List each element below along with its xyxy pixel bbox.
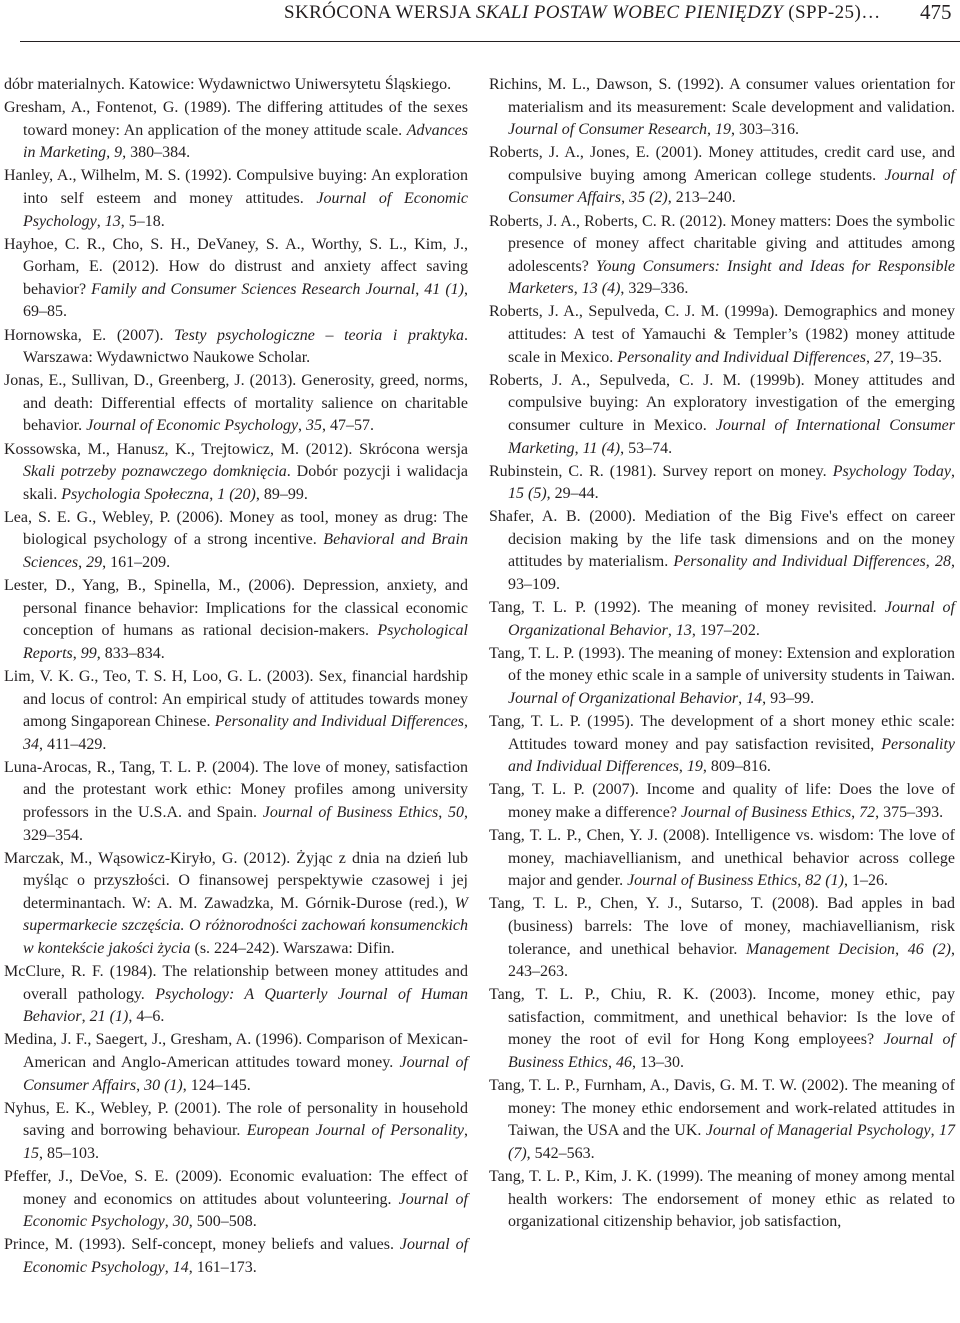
header-rule [20,41,960,42]
reference-text-part: Roberts, J. A., Jones, E. (2001). Money attitudes, credit card use, and compulsive buying among American college students. [489,144,955,184]
reference-text-part: Marczak, M., Wąsowicz-Kiryło, G. (2012). Żyjąc z dnia na dzień lub myśląc o przyszłości. O finansowej perspektywie czasowej i jej determinantach. W: A. M. Zawadzka, M. Górnik-Durose (red.), [4,849,468,912]
reference-italic-part: 41 (1) [424,280,464,298]
reference-text-part: , [298,417,307,435]
reference-text-part: , [209,485,218,503]
reference-text-part: , [895,940,908,958]
reference-text-part: (s. 224–242). Warszawa: Difin. [190,940,395,958]
reference-italic-part: 28 [935,553,952,571]
reference-text-part: Roberts, J. A., Sepulveda, C. J. M. (1999b). Money attitudes and compulsive buying: An exploratory investigation of the emerging consumer culture in Mexico. [489,371,955,434]
reference-text-part: Nyhus, E. K., Webley, P. (2001). The role of personality in household saving and borrowing behaviour. [4,1099,468,1140]
reference-text-part: , 213–240. [667,189,736,207]
reference-italic-part: 15 (5) [508,485,547,503]
reference-text-part: , [164,1213,173,1231]
reference-italic-part: 46 [616,1054,632,1072]
reference-text-part: , [573,280,582,298]
reference-text-part: , [136,1076,145,1094]
reference-italic-part: 29 [86,553,103,571]
reference-italic-part: Psychological Reports [23,622,468,662]
reference-italic-part: Personality and Individual Differences [673,553,926,571]
reference-entry [4,666,468,756]
reference-italic-part: Journal of Managerial Psychology [705,1122,931,1140]
reference-italic-part: Behavioral and Brain Sciences [23,531,468,571]
reference-text-part: , [574,439,583,457]
reference-italic-part: Journal of Consumer Affairs [23,1054,468,1094]
reference-italic-part: Psychology: A Quarterly Journal of Human Behavior [23,985,469,1026]
reference-text-part: , 375–393. [875,804,944,821]
references-left-column [4,74,468,1280]
reference-text-part: , [930,1122,940,1140]
reference-italic-part: Psychology Today [832,462,952,480]
reference-text-part: Hanley, A., Wilhelm, M. S. (1992). Compulsive buying: An exploration into self esteem and money attitudes. [4,167,468,207]
reference-entry [489,825,955,893]
reference-italic-part: 35 (2) [629,189,668,207]
reference-text-part: , [667,621,676,639]
reference-italic-part: Journal of Business Ethics [680,804,852,821]
reference-entry [489,779,955,824]
reference-italic-part: 21 (1) [89,1008,129,1026]
reference-text-part: , [951,462,956,480]
reference-text-part: , [797,872,806,890]
reference-italic-part: Journal of Economic Psychology [23,189,468,230]
reference-text-part: Hornowska, E. (2007). [4,326,175,344]
reference-entry [489,461,955,506]
reference-text-part: , 833–834. [96,644,165,662]
reference-text-part: , [738,690,747,708]
reference-italic-part: 72 [859,804,876,821]
reference-italic-part: Journal of Organizational Behavior [508,599,955,639]
reference-text-part: , [621,189,630,207]
reference-entry [489,370,955,460]
reference-text-part: , [81,1008,90,1026]
reference-text-part: , 809–816. [702,758,771,776]
reference-text-part: , 161–173. [188,1258,257,1276]
reference-italic-part: Young Consumers: Insight and Ideas for Responsible Marketers [508,257,956,298]
reference-text-part: , 93–109. [508,553,956,594]
reference-entry [4,1098,468,1166]
reference-text-part: McClure, R. F. (1984). The relationship between money attitudes and overall pathology. [4,963,468,1003]
reference-italic-part: 14 [746,690,763,708]
reference-text-part: Kossowska, M., Hanusz, K., Trejtowicz, M. (2012). Skrócona wersja [4,440,468,458]
reference-italic-part: 13 [675,621,692,639]
reference-italic-part: 13 (4) [581,280,621,298]
reference-entry [489,211,955,301]
reference-italic-part: 11 (4) [582,439,621,457]
reference-italic-part: 82 (1) [805,872,844,890]
reference-text-part: , 1–26. [843,872,888,890]
reference-text-part: , [851,804,860,821]
reference-entry [489,597,955,642]
reference-italic-part: Journal of Economic Psychology [86,417,299,435]
reference-text-part: Lester, D., Yang, B., Spinella, M., (2006). Depression, anxiety, and personal finance behavior: Implications for the classical economic conception of humans as rational decision-makers. [4,577,468,640]
reference-text-part: , 4–6. [128,1008,165,1026]
reference-italic-part: Personality and Individual Differences [617,348,866,366]
reference-italic-part: 50 [448,804,464,821]
reference-italic-part: Journal of Organizational Behavior [508,690,739,708]
reference-text-part: Medina, J. F., Saegert, J., Gresham, A. (1996). Comparison of Mexican-American and Anglo-American attitudes toward money. [4,1031,468,1072]
reference-italic-part: Journal of Economic Psychology [23,1236,469,1276]
reference-entry [4,370,468,438]
reference-text-part: Roberts, J. A., Sepulveda, C. J. M. (1999a). Demographics and money attitudes: A test of Yamauchi & Templer’s (1982) money attitude scale in Mexico. [489,303,955,366]
reference-entry [4,757,468,847]
reference-text-part: , 303–316. [730,121,799,139]
reference-entry [4,234,468,324]
running-header [0,0,960,40]
reference-italic-part: Personality and Individual Differences [214,713,464,731]
running-title-roman: SKRÓCONA WERSJA [284,2,476,23]
reference-text-part: Tang, T. L. P. (2007). Income and quality of life: Does the love of money make a difference? [489,781,955,821]
reference-entry [4,74,468,97]
reference-italic-part: Journal of Business Ethics [262,804,439,821]
reference-text-part: , 5–18. [120,212,165,230]
reference-italic-part: 34 [23,735,39,753]
reference-entry [4,165,468,233]
reference-italic-part: Testy psychologiczne – teoria i praktyka [174,326,464,344]
reference-text-part: , 542–563. [526,1144,595,1162]
reference-text-part: , 197–202. [691,621,760,639]
reference-text-part: Tang, T. L. P., Chiu, R. K. (2003). Income, money ethic, pay satisfaction, commitment, and unethical behavior: Is the love of money the root of evil for Hong Kong employees? [489,986,955,1049]
running-title-suffix: (SPP-25)… [783,2,881,23]
reference-text-part: , [464,713,468,731]
reference-entry [489,142,955,210]
reference-entry [4,961,468,1029]
reference-italic-part: Journal of Consumer Research [508,121,707,139]
reference-entry [4,97,468,165]
reference-italic-part: 15 [23,1144,39,1162]
reference-text-part: , 47–57. [322,417,375,435]
reference-italic-part: 1 (20) [217,485,256,503]
reference-text-part: Luna-Arocas, R., Tang, T. L. P. (2004). The love of money, satisfaction and the protestant work ethic: Money profiles among university professors in the U.S.A. and Spain. [4,758,468,821]
reference-text-part: Gresham, A., Fontenot, G. (1989). The differing attitudes of the sexes toward money: An application of the money attitude scale. [4,99,468,139]
reference-text-part: Tang, T. L. P. (1993). The meaning of money: Extension and exploration of the money ethic scale in a sample of university students in Taiwan. [489,644,955,685]
reference-italic-part: 46 (2) [907,940,951,958]
reference-entry [489,506,955,596]
reference-text-part: , 500–508. [188,1213,257,1231]
reference-text-part: , [678,758,687,776]
reference-text-part: , [608,1054,616,1072]
reference-text-part: Hayhoe, C. R., Cho, S. H., DeVaney, S. A., Worthy, S. L., Kim, J., Gorham, E. (2012). How do distrust and anxiety affect saving behavior? [4,235,468,298]
reference-entry [489,1075,955,1165]
reference-text-part: , [72,644,81,662]
reference-entry [489,643,955,711]
reference-text-part: , 69–85. [23,280,468,321]
reference-text-part: , [78,553,87,571]
reference-entry [4,1029,468,1097]
reference-text-part: , [415,280,425,298]
reference-entry [4,439,468,507]
reference-entry [4,848,468,961]
reference-text-part: . Dobór pozycji i walidacja skali. [23,463,469,503]
page-number: 475 [920,0,952,24]
reference-italic-part: 30 (1) [144,1076,183,1094]
reference-text-part: Tang, T. L. P., Chen, Y. J. (2008). Intelligence vs. wisdom: The love of money, machiavellianism, and unethical behavior across college major and gender. [489,827,955,890]
reference-entry [4,575,468,665]
reference-italic-part: 99 [80,644,97,662]
reference-text-part: Rubinstein, C. R. (1981). Survey report on money. [489,462,833,480]
reference-italic-part: Family and Consumer Sciences Research Journal [91,280,416,298]
reference-entry [489,1166,955,1234]
reference-italic-part: 17 (7) [508,1122,956,1162]
reference-italic-part: Journal of Business Ethics [627,872,798,890]
reference-text-part: Roberts, J. A., Roberts, C. R. (2012). Money matters: Does the symbolic presence of money affect charitable giving and attitudes among adolescents? [489,212,955,275]
reference-italic-part: Personality and Individual Differences [508,735,955,776]
reference-text-part: , 329–354. [23,804,468,844]
reference-text-part: , 13–30. [632,1054,684,1072]
reference-entry [4,1234,468,1279]
reference-italic-part: Management Decision [746,940,896,958]
reference-italic-part: Skali potrzeby poznawczego domknięcia [23,463,287,481]
reference-entry [489,984,955,1074]
reference-text-part: Tang, T. L. P., Chen, Y. J., Sutarso, T. (2008). Bad apples in bad (business) barrels: The love of money, machiavellianism, risk tolerance, and unethical behavior. [489,895,955,958]
reference-italic-part: Journal of Economic Psychology [23,1190,468,1231]
reference-italic-part: Journal of International Consumer Marketing [508,416,956,457]
reference-text-part: , 243–263. [508,940,955,981]
reference-text-part: Tang, T. L. P. (1995). The development of a short money ethic scale: Attitudes toward money and pay satisfaction revisited, [489,713,955,753]
reference-text-part: Richins, M. L., Dawson, S. (1992). A consumer values orientation for materialism and its measurement: Scale development and validation. [489,76,955,116]
reference-text-part: , [464,1122,468,1140]
reference-italic-part: 19 [686,758,703,776]
reference-text-part: Tang, T. L. P., Kim, J. K. (1999). The meaning of money among mental health workers: The endorsement of money ethic as related to organizational citizenship behavior, job satisfaction, [489,1168,955,1231]
reference-text-part: , 85–103. [39,1144,99,1162]
reference-text-part: , 161–209. [102,553,171,571]
reference-italic-part: Advances in Marketing, 9, [23,121,468,162]
reference-entry [489,711,955,779]
running-title-italic: SKALI POSTAW WOBEC PIENIĘDZY [475,2,784,23]
reference-text-part: , 53–74. [620,439,673,457]
reference-italic-part: 14 [172,1258,189,1276]
reference-text-part: , 93–99. [762,690,815,708]
reference-text-part: . Warszawa: Wydawnictwo Naukowe Scholar. [23,326,468,367]
reference-entry [4,325,468,370]
running-title [284,2,881,24]
reference-text-part: , [164,1258,173,1276]
reference-entry [489,893,955,983]
reference-text-part: Pfeffer, J., DeVoe, S. E. (2009). Economic evaluation: The effect of money and economics on attitudes about volunteering. [4,1168,468,1208]
reference-text-part: Lea, S. E. G., Webley, P. (2006). Money as tool, money as drug: The biological psychology of a strong incentive. [4,508,468,549]
reference-text-part: , [96,212,105,230]
reference-text-part: , 411–429. [39,735,107,753]
reference-italic-part: Journal of Business Ethics [508,1031,956,1072]
reference-text-part: Jonas, E., Sullivan, D., Greenberg, J. (2013). Generosity, greed, norms, and death: Differential effects of mortality salience on charitable behavior. [4,372,468,435]
reference-text-part: 380–384. [126,144,191,162]
reference-text-part: Lim, V. K. G., Teo, T. S. H, Loo, G. L. (2003). Sex, financial hardship and locus of control: An empirical study of attitudes towards money among Singaporean Chinese. [4,667,468,731]
reference-text-part: Tang, T. L. P. (1992). The meaning of money revisited. [489,599,885,617]
reference-text-part: Tang, T. L. P., Furnham, A., Davis, G. M. T. W. (2002). The meaning of money: The money ethic endorsement and work-related attitudes in Taiwan, the USA and the UK. [489,1077,955,1140]
reference-italic-part: 19 [714,121,731,139]
reference-entry [4,507,468,575]
reference-text-part: Shafer, A. B. (2000). Mediation of the Big Five's effect on career decision making by the life task dimensions and on the money attitudes by materialism. [489,508,955,571]
reference-entry [489,301,955,369]
reference-text-part: , 124–145. [182,1076,251,1094]
reference-italic-part: 13 [104,212,121,230]
reference-italic-part: European Journal of Personality [246,1122,464,1140]
reference-italic-part: 30 [172,1213,189,1231]
reference-text-part: , [706,121,715,139]
reference-italic-part: 35 [306,417,323,435]
reference-italic-part: 27 [873,348,890,366]
reference-entry [4,1166,468,1234]
reference-text-part: , [925,553,936,571]
reference-text-part: , 29–44. [546,485,599,503]
reference-text-part: , [865,348,874,366]
reference-italic-part: Journal of Consumer Affairs [508,166,955,207]
reference-text-part: , 89–99. [255,485,308,503]
reference-entry [489,74,955,142]
references-right-column [489,74,955,1234]
reference-italic-part: Psychologia Społeczna [61,485,210,503]
reference-text-part: , [438,804,448,821]
reference-italic-part: W supermarkecie szczęścia. O różnorodności zachowań konsumenckich w kontekście jakości życia [23,894,468,958]
reference-text-part: Prince, M. (1993). Self-concept, money beliefs and values. [4,1236,400,1254]
reference-text-part: dóbr materialnych. Katowice: Wydawnictwo Uniwersytetu Śląskiego. [4,76,452,93]
reference-text-part: , 19–35. [889,348,942,366]
reference-text-part: , 329–336. [620,280,689,298]
